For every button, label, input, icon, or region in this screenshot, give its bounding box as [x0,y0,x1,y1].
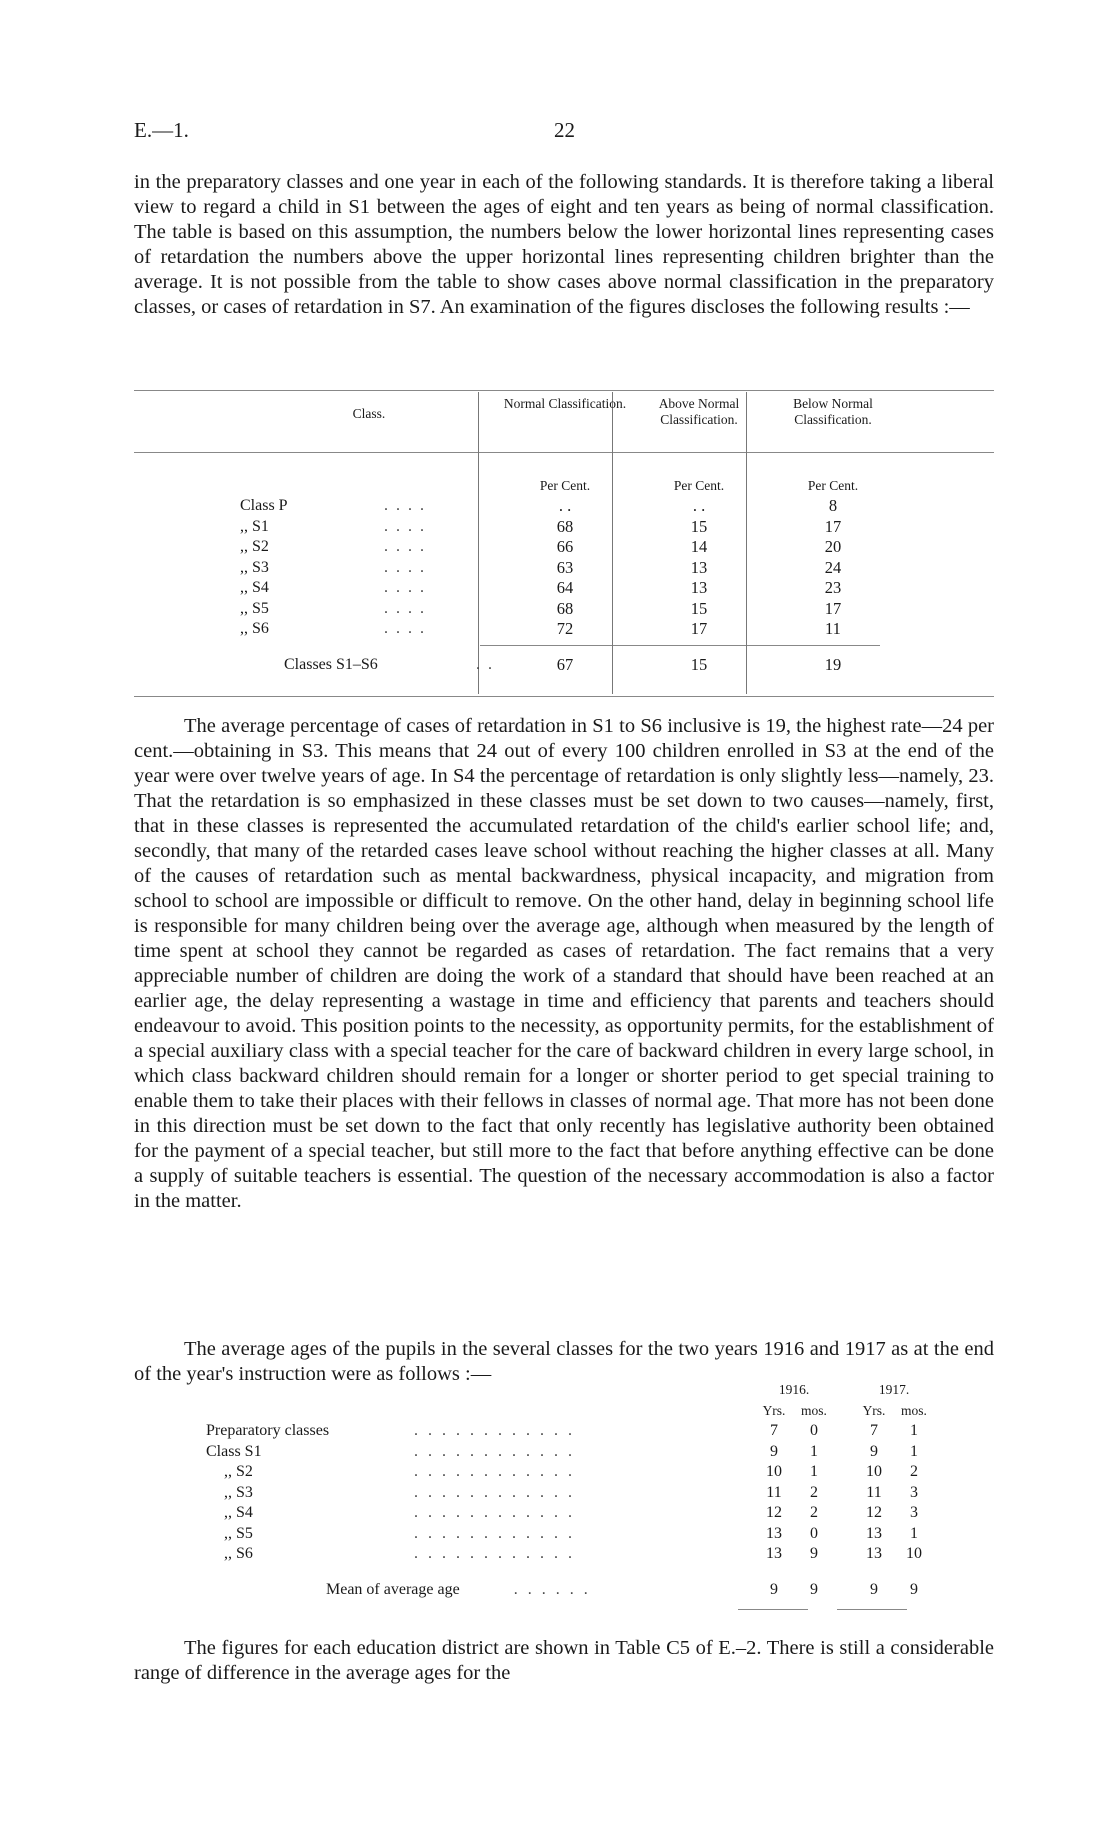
cell-below: 17 [824,598,842,618]
mean-text: Mean of average age [326,1581,460,1598]
cell-1916-months: 0 [810,1422,818,1439]
cell-1917-years: 9 [870,1442,878,1460]
leader-dots: . . . . [384,538,426,555]
mean-1916-years: 9 [770,1581,778,1598]
leader-dots: . . . . [384,620,426,637]
mean-1916-months: 9 [810,1581,818,1598]
leader-dots: . . . . [384,558,426,576]
header-class: Class. [352,406,386,421]
cell-1917-years: 13 [866,1524,882,1542]
leader-dots: . . . . . . . . . . . . [414,1463,575,1480]
table-mean-row [206,1565,934,1601]
cell-1916-months: 2 [810,1483,818,1501]
leader-dots: . . . . . . . . . . . . [414,1524,575,1542]
cell-1916-years: 13 [766,1545,782,1562]
unit-label: Per Cent. [539,477,591,493]
cell-1917-months: 3 [910,1504,918,1521]
mean-1917-years: 9 [870,1581,878,1598]
cell-1917-months: 1 [910,1422,918,1439]
table1-top-rule [134,390,994,391]
document-reference: E.—1. [134,118,189,142]
cell-1916-months: 1 [810,1463,818,1480]
total-normal: 67 [556,655,574,674]
cell-1916-years: 7 [770,1422,778,1439]
table-row [206,1503,934,1524]
table2-unit-row [206,1401,934,1422]
cell-1917-years: 7 [870,1422,878,1439]
unit-months: mos. [801,1402,827,1418]
table1-bottom-rule [134,696,994,697]
unit-years: Yrs. [862,1402,886,1418]
cell-below: 23 [824,578,842,597]
leader-dots: . . . . . . . . . . . . [414,1504,575,1521]
leader-dots: . . . . [384,497,426,514]
cell-below: 20 [824,537,842,556]
cell-above: . . [692,496,706,515]
unit-label: Per Cent. [673,477,725,493]
table-row [240,619,900,640]
cell-1916-years: 13 [766,1524,782,1542]
cell-below: 11 [825,619,841,638]
cell-1917-months: 1 [910,1442,918,1460]
leader-dots: . . . . . . . . . . . . [414,1483,575,1501]
header-above-normal: Above Normal Classification. [658,396,740,427]
table-row [240,578,900,599]
classification-table [240,396,900,676]
table-total-row [240,640,900,676]
row-label: Preparatory classes [206,1422,330,1439]
cell-normal: 66 [556,537,574,556]
table-row [240,599,900,620]
cell-normal: 72 [556,619,574,638]
table-row [206,1483,934,1504]
table1-header-row [240,396,900,456]
page-header [134,118,994,148]
row-label: ,, S2 [224,1463,253,1480]
total-label: Classes S1–S6 [284,656,378,673]
cell-1917-months: 3 [910,1483,918,1501]
cell-below: 17 [824,516,842,536]
leader-dots: . . . . [384,599,426,617]
table-row [206,1544,934,1565]
table-row [206,1462,934,1483]
average-ages-table [206,1380,934,1601]
unit-label: Per Cent. [807,477,859,493]
row-label: Class S1 [206,1442,262,1460]
row-label: ,, S3 [240,558,269,576]
table2-year-row [206,1380,934,1401]
year-1917: 1917. [878,1382,910,1397]
table-row [240,517,900,538]
leader-dots: . . . . [384,579,426,596]
cell-above: 15 [690,516,708,536]
cell-above: 14 [690,537,708,556]
cell-1916-months: 2 [810,1504,818,1521]
leader-dots: . . . . [384,517,426,535]
header-normal: Normal Classification. [503,396,627,411]
paragraph-average-ages: The average ages of the pupils in the several classes for the two years 1916 and 1917 as at the end of the year's instruction were as follows :— [134,1338,994,1385]
row-label: ,, S5 [224,1524,253,1542]
cell-1917-years: 13 [866,1545,882,1562]
cell-below: 24 [824,557,842,577]
paragraph-intro: in the preparatory classes and one year in each of the following standards. It is therefore taking a liberal view to regard a child in S1 between the ages of eight and ten years as being of normal classification. The table is based on this assumption, the numbers below the lower horizontal lines representing cases of retardation the numbers above the upper horizontal lines representing children brighter than the average. It is not possible from the table to show cases above normal classification in the preparatory classes, or cases of retardation in S7. An examination of the figures discloses the following results :— [134,171,994,318]
year-1916: 1916. [778,1382,810,1397]
leader-dots: . . . . . . . . . . . . [414,1545,575,1562]
row-label: ,, S6 [224,1545,253,1562]
leader-dots: . . [476,656,494,673]
table1-unit-row [240,456,900,496]
unit-years: Yrs. [762,1402,786,1418]
cell-normal: . . [558,496,572,515]
row-label: ,, S1 [240,517,269,535]
mean-rule-1916 [738,1609,808,1610]
cell-below: 8 [828,496,838,515]
row-label: ,, S3 [224,1483,253,1501]
cell-1916-years: 12 [766,1504,782,1521]
cell-1917-months: 10 [906,1545,922,1562]
cell-1916-months: 1 [810,1442,818,1460]
cell-above: 17 [690,619,708,638]
table-row [206,1421,934,1442]
table-row [206,1524,934,1545]
unit-months: mos. [901,1402,927,1418]
cell-above: 15 [690,598,708,618]
cell-1916-years: 11 [766,1483,782,1501]
mean-rule-1917 [837,1609,907,1610]
mean-label [206,1565,754,1601]
cell-1916-years: 10 [766,1463,782,1480]
cell-above: 13 [690,557,708,577]
table-row [240,558,900,579]
empty-cell [240,456,498,496]
cell-1916-years: 9 [770,1442,778,1460]
cell-normal: 64 [556,578,574,597]
paragraph-retardation: The average percentage of cases of retardation in S1 to S6 inclusive is 19, the highest rate—24 per cent.—obtaining in S3. This means that 24 out of every 100 children enrolled in S3 at the end of the year were over twelve years of age. In S4 the percentage of retardation is only slightly less—namely, 23. That the retardation is so emphasized in these classes must be set down to two causes—namely, first, that in these classes is represented the accumulated retardation of the child's earlier school life; and, secondly, that many of the retarded cases leave school without reaching the higher classes at all. Many of the causes of retardation such as mental backwardness, physical incapacity, and migration from school to school are impossible or difficult to remove. On the other hand, delay in beginning school life is responsible for many children being over the average age, although when measured by the length of time spent at school they cannot be regarded as cases of retardation. The fact remains that a very appreciable number of children are doing the work of a standard that should have been reached at an earlier age, the delay representing a wastage in time and efficiency that parents and teachers should endeavour to avoid. This position points to the necessity, as opportunity permits, for the establishment of a special auxiliary class with a special teacher for the care of backward children in every large school, in which class backward children should remain for a longer or shorter period to get special training to enable them to take their places with their fellows in classes of normal age. That more has not been done in this direction must be set down to the fact that only recently has legislative authority been obtained for the payment of a special teacher, but still more to the fact that before anything effective can be done a supply of suitable teachers is essential. The question of the necessary accommodation is also a factor in the matter. [134,715,994,1212]
table-row [240,537,900,558]
cell-1917-years: 11 [866,1483,882,1501]
total-above: 15 [690,655,708,674]
total-below: 19 [824,655,842,674]
page-number: 22 [554,118,575,142]
header-below-normal: Below Normal Classification. [793,396,873,427]
cell-1916-months: 9 [810,1545,818,1562]
row-label: ,, S4 [240,579,269,596]
row-label: Class P [240,497,288,514]
paragraph-district: The figures for each education district are shown in Table C5 of E.–2. There is still a considerable range of difference in the average ages for the [134,1637,994,1684]
table-row [206,1442,934,1463]
cell-normal: 63 [556,557,574,577]
row-label: ,, S6 [240,620,269,637]
cell-normal: 68 [556,598,574,618]
leader-dots: . . . . . . . . . . . . [414,1442,575,1460]
row-label: ,, S5 [240,599,269,617]
cell-normal: 68 [556,516,574,536]
cell-1917-months: 1 [910,1524,918,1542]
leader-dots: . . . . . . [513,1581,591,1598]
row-label: ,, S4 [224,1504,253,1521]
leader-dots: . . . . . . . . . . . . [414,1422,575,1439]
row-label: ,, S2 [240,538,269,555]
table-row [240,496,900,517]
cell-1917-years: 12 [866,1504,882,1521]
cell-1916-months: 0 [810,1524,818,1542]
mean-1917-months: 9 [910,1581,918,1598]
cell-1917-months: 2 [910,1463,918,1480]
cell-above: 13 [690,578,708,597]
cell-1917-years: 10 [866,1463,882,1480]
